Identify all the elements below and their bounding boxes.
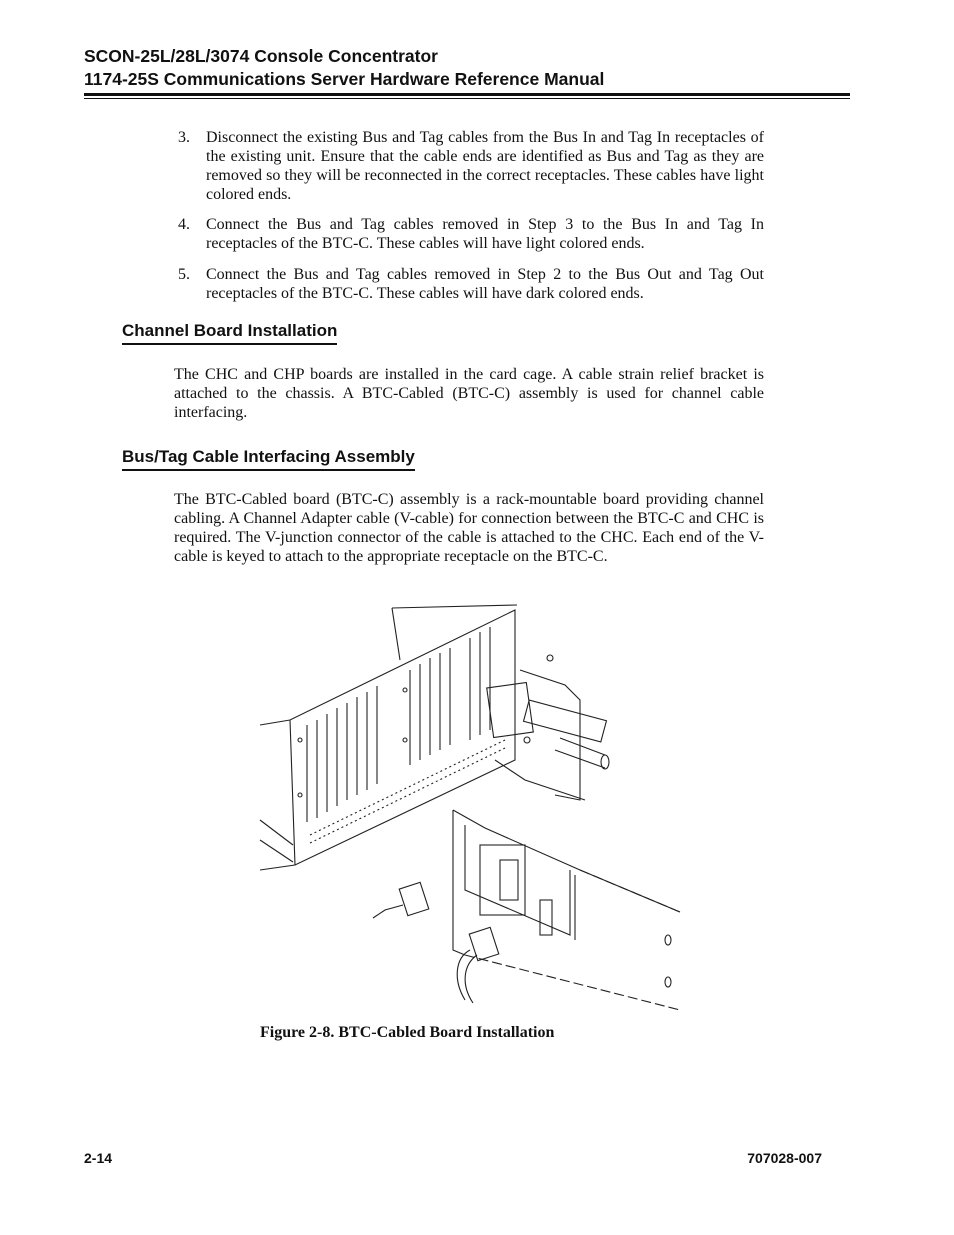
page-header [84, 45, 850, 91]
step-text: Connect the Bus and Tag cables removed in Step 2 to the Bus Out and Tag Out receptacles of the BTC-C. These cables will have dark colored ends. [206, 266, 764, 302]
btc-c-board [453, 810, 680, 1010]
header-subtitle: 1174-25S Communications Server Hardware Reference Manual [84, 69, 605, 89]
card-cage-chassis [260, 605, 517, 870]
btc-cabled-board-illustration [255, 600, 685, 1010]
figure-caption: Figure 2-8. BTC-Cabled Board Installation [260, 1024, 555, 1041]
step-number: 3. [178, 129, 190, 146]
step-4 [178, 215, 764, 253]
strain-relief-bracket [487, 655, 609, 800]
step-5 [178, 265, 764, 303]
page-number: 2-14 [84, 1150, 113, 1166]
document-number: 707028-007 [747, 1150, 822, 1166]
section-heading-bus-tag: Bus/Tag Cable Interfacing Assembly [122, 447, 415, 471]
step-text: Disconnect the existing Bus and Tag cables from the Bus In and Tag In receptacles of the existing unit. Ensure that the cable ends are identified as Bus and Tag as they are removed so they will be reconnected in the correct receptacles. These cables have light colored ends. [206, 129, 764, 203]
header-rule-thin [84, 98, 850, 99]
step-number: 5. [178, 266, 190, 283]
step-text: Connect the Bus and Tag cables removed in Step 3 to the Bus In and Tag In receptacles of the BTC-C. These cables will have light colored ends. [206, 216, 764, 252]
header-title: SCON-25L/28L/3074 Console Concentrator [84, 46, 438, 66]
section-body-bus-tag: The BTC-Cabled board (BTC-C) assembly is a rack-mountable board providing channel cabling. A Channel Adapter cable (V-cable) for connection between the BTC-C and CHC is required. The V-junction connector of the cable is attached to the CHC. Each end of the V-cable is keyed to attach to the appropriate receptacle on the BTC-C. [174, 491, 764, 565]
section-body-channel-board: The CHC and CHP boards are installed in the card cage. A cable strain relief bracket is attached to the chassis. A BTC-Cabled (BTC-C) assembly is used for channel cable interfacing. [174, 366, 764, 421]
step-3 [178, 128, 764, 204]
step-number: 4. [178, 216, 190, 233]
header-rule-thick [84, 93, 850, 96]
section-heading-channel-board: Channel Board Installation [122, 321, 337, 345]
